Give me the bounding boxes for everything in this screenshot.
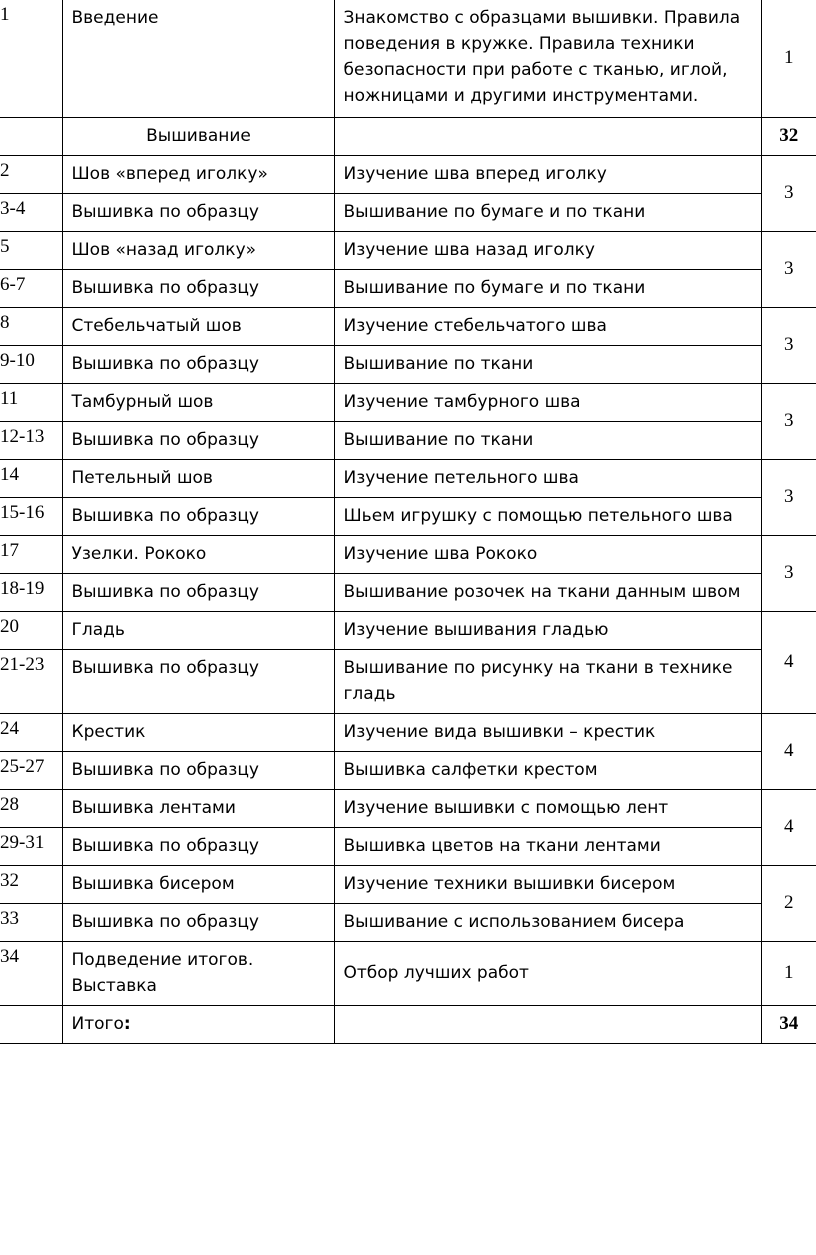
- lesson-number: 12-13: [0, 421, 62, 459]
- lesson-content: Изучение тамбурного шва: [334, 383, 761, 421]
- lesson-number: 28: [0, 789, 62, 827]
- total-colon: :: [123, 1013, 131, 1034]
- table-row: [0, 497, 816, 535]
- lesson-topic: Шов «назад иголку»: [62, 231, 334, 269]
- lesson-topic: Вышивка бисером: [62, 865, 334, 903]
- table-row: [0, 383, 816, 421]
- lesson-content: Изучение шва вперед иголку: [334, 155, 761, 193]
- lesson-content: Изучение стебельчатого шва: [334, 307, 761, 345]
- table-row: [0, 941, 816, 1005]
- lesson-number: 32: [0, 865, 62, 903]
- lesson-content: Вышивка салфетки крестом: [334, 751, 761, 789]
- lesson-number: 14: [0, 459, 62, 497]
- lesson-hours: 4: [761, 789, 816, 865]
- table-row: [0, 421, 816, 459]
- lesson-number: 17: [0, 535, 62, 573]
- lesson-number: 33: [0, 903, 62, 941]
- table-row: [0, 307, 816, 345]
- lesson-number: 8: [0, 307, 62, 345]
- empty-cell: [0, 117, 62, 155]
- lesson-topic: Вышивка по образцу: [62, 751, 334, 789]
- table-row: [0, 713, 816, 751]
- lesson-topic: Вышивка по образцу: [62, 497, 334, 535]
- table-row: [0, 827, 816, 865]
- lesson-number: 20: [0, 611, 62, 649]
- lesson-content: Вышивание розочек на ткани данным швом: [334, 573, 761, 611]
- lesson-number: 6-7: [0, 269, 62, 307]
- lesson-topic: Крестик: [62, 713, 334, 751]
- lesson-hours: 2: [761, 865, 816, 941]
- empty-cell: [334, 117, 761, 155]
- lesson-content: Вышивание по бумаге и по ткани: [334, 269, 761, 307]
- lesson-content: Вышивка цветов на ткани лентами: [334, 827, 761, 865]
- lesson-hours: 3: [761, 231, 816, 307]
- lesson-number: 2: [0, 155, 62, 193]
- section-row: [0, 117, 816, 155]
- lesson-topic: Введение: [62, 0, 334, 117]
- lesson-topic: Подведение итогов. Выставка: [62, 941, 334, 1005]
- lesson-number: 3-4: [0, 193, 62, 231]
- lesson-topic: Шов «вперед иголку»: [62, 155, 334, 193]
- empty-cell: [334, 1005, 761, 1043]
- lesson-number: 1: [0, 0, 62, 117]
- lesson-content: Вышивание по бумаге и по ткани: [334, 193, 761, 231]
- table-row: [0, 865, 816, 903]
- lesson-content: Изучение вышивания гладью: [334, 611, 761, 649]
- lesson-number: 5: [0, 231, 62, 269]
- table-row: [0, 535, 816, 573]
- lesson-hours: 1: [761, 0, 816, 117]
- lesson-topic: Вышивка по образцу: [62, 573, 334, 611]
- lesson-topic: Вышивка по образцу: [62, 269, 334, 307]
- lesson-number: 18-19: [0, 573, 62, 611]
- lesson-topic: Петельный шов: [62, 459, 334, 497]
- table-row: [0, 269, 816, 307]
- lesson-number: 25-27: [0, 751, 62, 789]
- lesson-topic: Вышивка лентами: [62, 789, 334, 827]
- total-row: [0, 1005, 816, 1043]
- lesson-content: Знакомство с образцами вышивки. Правила поведения в кружке. Правила техники безопасности при работе с тканью, иглой, ножницами и другими инструментами.: [334, 0, 761, 117]
- table-row: [0, 345, 816, 383]
- lesson-content: Изучение техники вышивки бисером: [334, 865, 761, 903]
- lesson-content: Шьем игрушку с помощью петельного шва: [334, 497, 761, 535]
- lesson-hours: 3: [761, 383, 816, 459]
- table-row: [0, 231, 816, 269]
- lesson-topic: Вышивка по образцу: [62, 421, 334, 459]
- lesson-content: Вышивание с использованием бисера: [334, 903, 761, 941]
- lesson-topic: Тамбурный шов: [62, 383, 334, 421]
- section-title: Вышивание: [62, 117, 334, 155]
- lesson-hours: 3: [761, 535, 816, 611]
- section-hours: 32: [761, 117, 816, 155]
- lesson-content: Изучение петельного шва: [334, 459, 761, 497]
- lesson-content: Изучение шва назад иголку: [334, 231, 761, 269]
- lesson-content: Изучение вида вышивки – крестик: [334, 713, 761, 751]
- lesson-topic: Вышивка по образцу: [62, 827, 334, 865]
- lesson-topic: Узелки. Рококо: [62, 535, 334, 573]
- lesson-hours: 1: [761, 941, 816, 1005]
- total-label-cell: [62, 1005, 334, 1043]
- lesson-hours: 3: [761, 459, 816, 535]
- total-label: Итого: [71, 1013, 124, 1034]
- lesson-number: 29-31: [0, 827, 62, 865]
- lesson-topic: Вышивка по образцу: [62, 193, 334, 231]
- lesson-content: Отбор лучших работ: [334, 941, 761, 1005]
- lesson-content: Изучение шва Рококо: [334, 535, 761, 573]
- lesson-number: 21-23: [0, 649, 62, 713]
- table-row: [0, 459, 816, 497]
- table-row: [0, 573, 816, 611]
- lesson-number: 9-10: [0, 345, 62, 383]
- lesson-topic: Вышивка по образцу: [62, 345, 334, 383]
- lesson-topic: Стебельчатый шов: [62, 307, 334, 345]
- lesson-topic: Гладь: [62, 611, 334, 649]
- lesson-topic: Вышивка по образцу: [62, 649, 334, 713]
- lesson-hours: 3: [761, 307, 816, 383]
- table-row: [0, 903, 816, 941]
- lesson-hours: 3: [761, 155, 816, 231]
- empty-cell: [0, 1005, 62, 1043]
- total-hours: 34: [761, 1005, 816, 1043]
- lesson-content: Вышивание по ткани: [334, 421, 761, 459]
- table-row: [0, 649, 816, 713]
- lesson-number: 15-16: [0, 497, 62, 535]
- table-row: [0, 193, 816, 231]
- table-row: [0, 611, 816, 649]
- lesson-number: 34: [0, 941, 62, 1005]
- lesson-hours: 4: [761, 611, 816, 713]
- lesson-hours: 4: [761, 713, 816, 789]
- lesson-content: Вышивание по рисунку на ткани в технике гладь: [334, 649, 761, 713]
- lesson-number: 11: [0, 383, 62, 421]
- lesson-content: Изучение вышивки с помощью лент: [334, 789, 761, 827]
- lesson-number: 24: [0, 713, 62, 751]
- lesson-topic: Вышивка по образцу: [62, 903, 334, 941]
- table-row: [0, 155, 816, 193]
- table-row: [0, 751, 816, 789]
- table-row: [0, 0, 816, 117]
- table-row: [0, 789, 816, 827]
- lesson-content: Вышивание по ткани: [334, 345, 761, 383]
